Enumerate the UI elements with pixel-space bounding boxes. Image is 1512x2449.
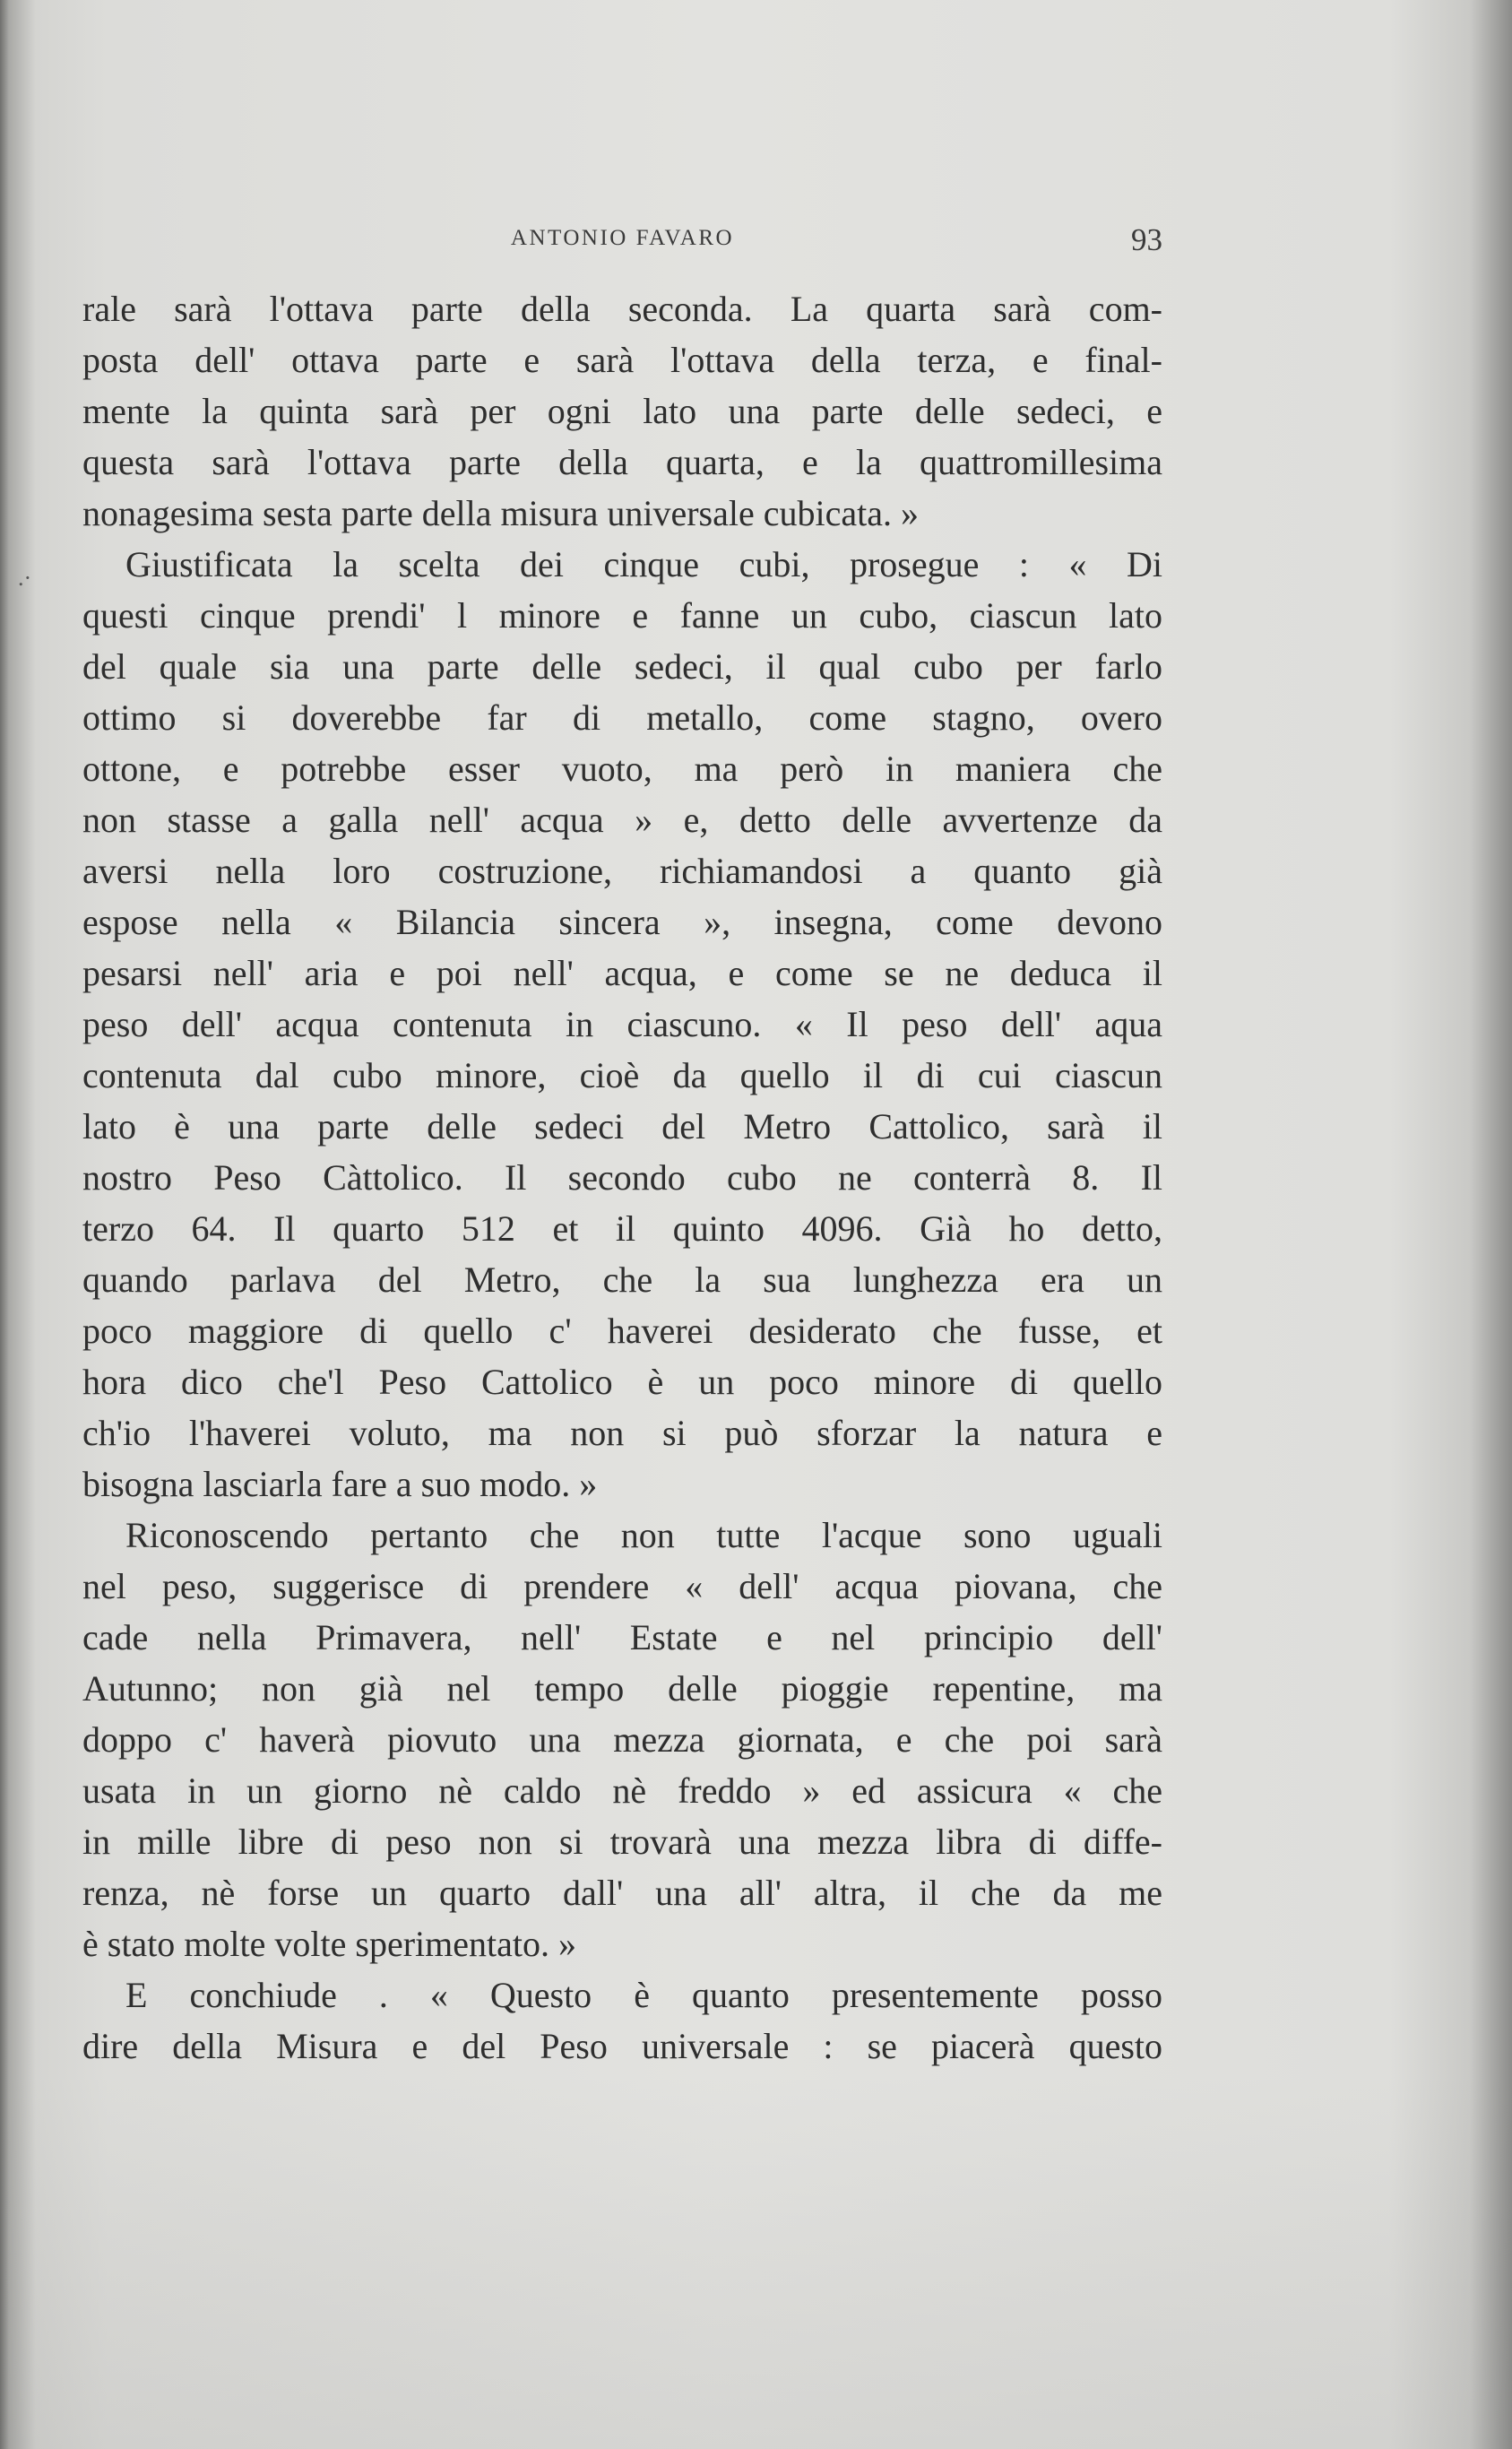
text-line: posta dell' ottava parte e sarà l'ottava della terza, e final- [82, 340, 1162, 380]
text-line: doppo c' haverà piovuto una mezza giornata, e che poi sarà [82, 1719, 1162, 1760]
text-line: nel peso, suggerisce di prendere « dell' acqua piovana, che [82, 1566, 1162, 1606]
text-line: Autunno; non già nel tempo delle pioggie repentine, ma [82, 1668, 1162, 1709]
text-line: questa sarà l'ottava parte della quarta, e la quattromillesima [82, 442, 1162, 482]
text-line: usata in un giorno nè caldo nè freddo » ed assicura « che [82, 1770, 1162, 1811]
text-line: mente la quinta sarà per ogni lato una parte delle sedeci, e [82, 391, 1162, 431]
text-line: espose nella « Bilancia sincera », insegna, come devono [82, 902, 1162, 942]
page-number: 93 [1131, 222, 1162, 257]
body-text [82, 283, 1162, 2072]
text-line: dire della Misura e del Peso universale : se piacerà questo [82, 2026, 1162, 2066]
text-line: contenuta dal cubo minore, cioè da quello il di cui ciascun [82, 1055, 1162, 1095]
text-line: renza, nè forse un quarto dall' una all' altra, il che da me [82, 1873, 1162, 1913]
running-head-author: ANTONIO FAVARO [510, 226, 735, 250]
text-line: Riconoscendo pertanto che non tutte l'acque sono uguali [125, 1515, 1162, 1555]
text-line: cade nella Primavera, nell' Estate e nel principio dell' [82, 1617, 1162, 1657]
text-line: peso dell' acqua contenuta in ciascuno. « Il peso dell' aqua [82, 1004, 1162, 1044]
text-line: terzo 64. Il quarto 512 et il quinto 4096. Già ho detto, [82, 1208, 1162, 1249]
text-line: hora dico che'l Peso Cattolico è un poco minore di quello [82, 1362, 1162, 1402]
running-head [82, 222, 1162, 258]
text-line: del quale sia una parte delle sedeci, il qual cubo per farlo [82, 646, 1162, 687]
text-line: è stato molte volte sperimentato. » [82, 1924, 576, 1964]
text-line: quando parlava del Metro, che la sua lunghezza era un [82, 1259, 1162, 1300]
text-line: pesarsi nell' aria e poi nell' acqua, e come se ne deduca il [82, 953, 1162, 993]
text-line: non stasse a galla nell' acqua » e, detto delle avvertenze da [82, 800, 1162, 840]
text-line: nostro Peso Càttolico. Il secondo cubo ne conterrà 8. Il [82, 1157, 1162, 1198]
text-line: poco maggiore di quello c' haverei desiderato che fusse, et [82, 1311, 1162, 1351]
text-line: nonagesima sesta parte della misura universale cubicata. » [82, 493, 919, 533]
text-line: Giustificata la scelta dei cinque cubi, prosegue : « Di [125, 544, 1162, 584]
text-line: lato è una parte delle sedeci del Metro Cattolico, sarà il [82, 1106, 1162, 1147]
text-line: questi cinque prendi' l minore e fanne un cubo, ciascun lato [82, 595, 1162, 636]
text-line: ottone, e potrebbe esser vuoto, ma però in maniera che [82, 749, 1162, 789]
text-line: E conchiude . « Questo è quanto presentemente posso [125, 1975, 1162, 2015]
text-line: aversi nella loro costruzione, richiamandosi a quanto già [82, 851, 1162, 891]
text-line: rale sarà l'ottava parte della seconda. La quarta sarà com- [82, 289, 1162, 329]
text-line: ottimo si doverebbe far di metallo, come stagno, overo [82, 697, 1162, 738]
margin-mark: .· [18, 565, 32, 591]
text-line: bisogna lasciarla fare a suo modo. » [82, 1464, 598, 1504]
text-line: ch'io l'haverei voluto, ma non si può sforzar la natura e [82, 1413, 1162, 1453]
text-line: in mille libre di peso non si trovarà una mezza libra di diffe- [82, 1822, 1162, 1862]
